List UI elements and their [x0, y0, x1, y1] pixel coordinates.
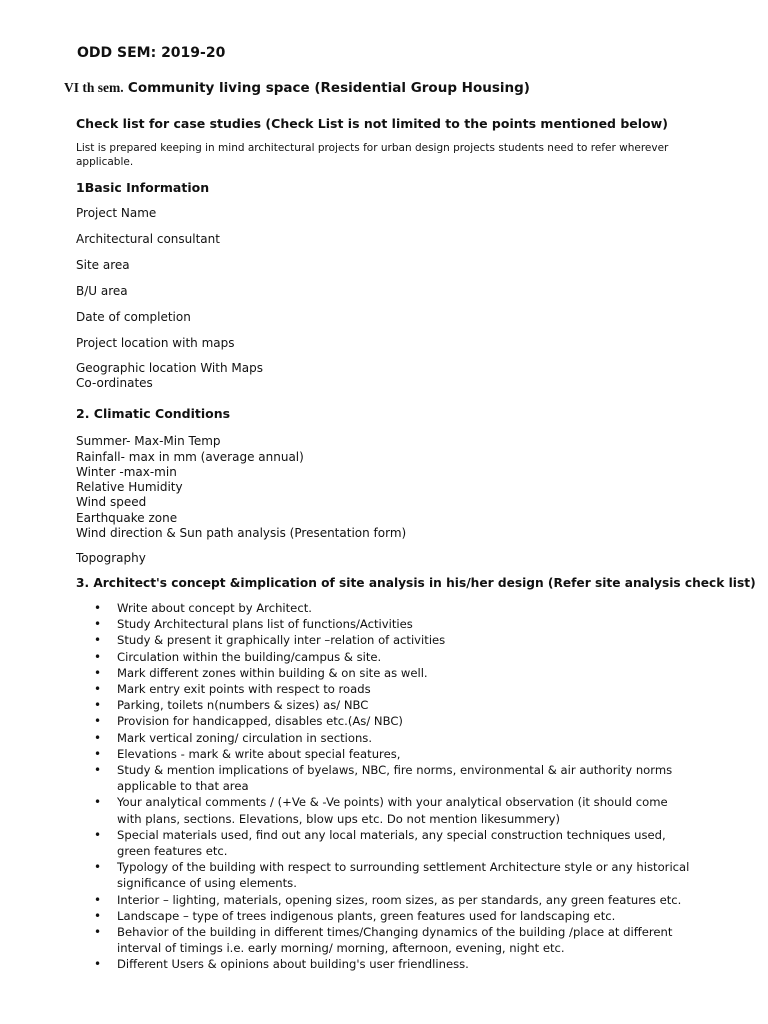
section-3-bullet-list [94, 600, 694, 973]
section-1-heading: 1Basic Information [76, 180, 210, 195]
list-item: • Study & mention implications of byelaws, NBC, fire norms, environmental & air authority norms applicable to that area [94, 762, 694, 794]
page-title [64, 80, 530, 96]
climate-summer: Summer- Max-Min Temp [76, 434, 221, 448]
list-item: • Behavior of the building in different times/Changing dynamics of the building /place at different interval of timings i.e. early morning/ morning, afternoon, evening, night etc. [94, 924, 694, 956]
list-item: • Circulation within the building/campus & site. [94, 649, 694, 665]
climate-winter: Winter -max-min [76, 465, 177, 479]
list-item: • Mark vertical zoning/ circulation in sections. [94, 730, 694, 746]
climate-humidity: Relative Humidity [76, 480, 183, 494]
list-item: • Study Architectural plans list of functions/Activities [94, 616, 694, 632]
topography-label: Topography [76, 551, 146, 565]
info-coordinates: Co-ordinates [76, 376, 153, 390]
list-item: • Interior – lighting, materials, opening sizes, room sizes, as per standards, any green features etc. [94, 892, 694, 908]
list-item: • Special materials used, find out any local materials, any special construction techniques used, green features etc. [94, 827, 694, 859]
climate-wind-sun-path: Wind direction & Sun path analysis (Presentation form) [76, 526, 407, 540]
list-item: • Elevations - mark & write about special features, [94, 746, 694, 762]
info-date-of-completion: Date of completion [76, 310, 191, 324]
climate-earthquake-zone: Earthquake zone [76, 511, 178, 525]
semester-heading: ODD SEM: 2019-20 [77, 45, 226, 61]
info-project-location: Project location with maps [76, 336, 235, 350]
list-item: • Provision for handicapped, disables etc.(As/ NBC) [94, 713, 694, 729]
info-bu-area: B/U area [76, 284, 128, 298]
list-item: • Parking, toilets n(numbers & sizes) as/ NBC [94, 697, 694, 713]
climate-wind-speed: Wind speed [76, 495, 147, 509]
list-item: • Mark entry exit points with respect to roads [94, 681, 694, 697]
list-item: • Typology of the building with respect to surrounding settlement Architecture style or any historical significance of using elements. [94, 859, 694, 891]
intro-line-1: List is prepared keeping in mind architectural projects for urban design projects students need to refer wherever [76, 142, 669, 154]
info-architectural-consultant: Architectural consultant [76, 232, 220, 246]
sem-prefix: VI th sem. [64, 80, 124, 95]
list-item: • Write about concept by Architect. [94, 600, 694, 616]
list-item: • Mark different zones within building & on site as well. [94, 665, 694, 681]
info-geographic-location: Geographic location With Maps [76, 361, 263, 375]
intro-line-2: applicable. [76, 156, 134, 168]
list-item: • Your analytical comments / (+Ve & -Ve points) with your analytical observation (it should come with plans, sections. Elevations, blow ups etc. Do not mention likesummery) [94, 794, 694, 826]
info-site-area: Site area [76, 258, 130, 272]
section-3-heading: 3. Architect's concept &implication of site analysis in his/her design (Refer site analysis check list) [76, 576, 756, 590]
list-item: • Landscape – type of trees indigenous plants, green features used for landscaping etc. [94, 908, 694, 924]
section-2-heading: 2. Climatic Conditions [76, 406, 231, 421]
info-project-name: Project Name [76, 206, 157, 220]
checklist-heading: Check list for case studies (Check List is not limited to the points mentioned below) [76, 116, 668, 131]
climate-rainfall: Rainfall- max in mm (average annual) [76, 450, 304, 464]
list-item: • Study & present it graphically inter –relation of activities [94, 632, 694, 648]
title-text: Community living space (Residential Group Housing) [127, 80, 530, 96]
list-item: • Different Users & opinions about building's user friendliness. [94, 956, 694, 972]
